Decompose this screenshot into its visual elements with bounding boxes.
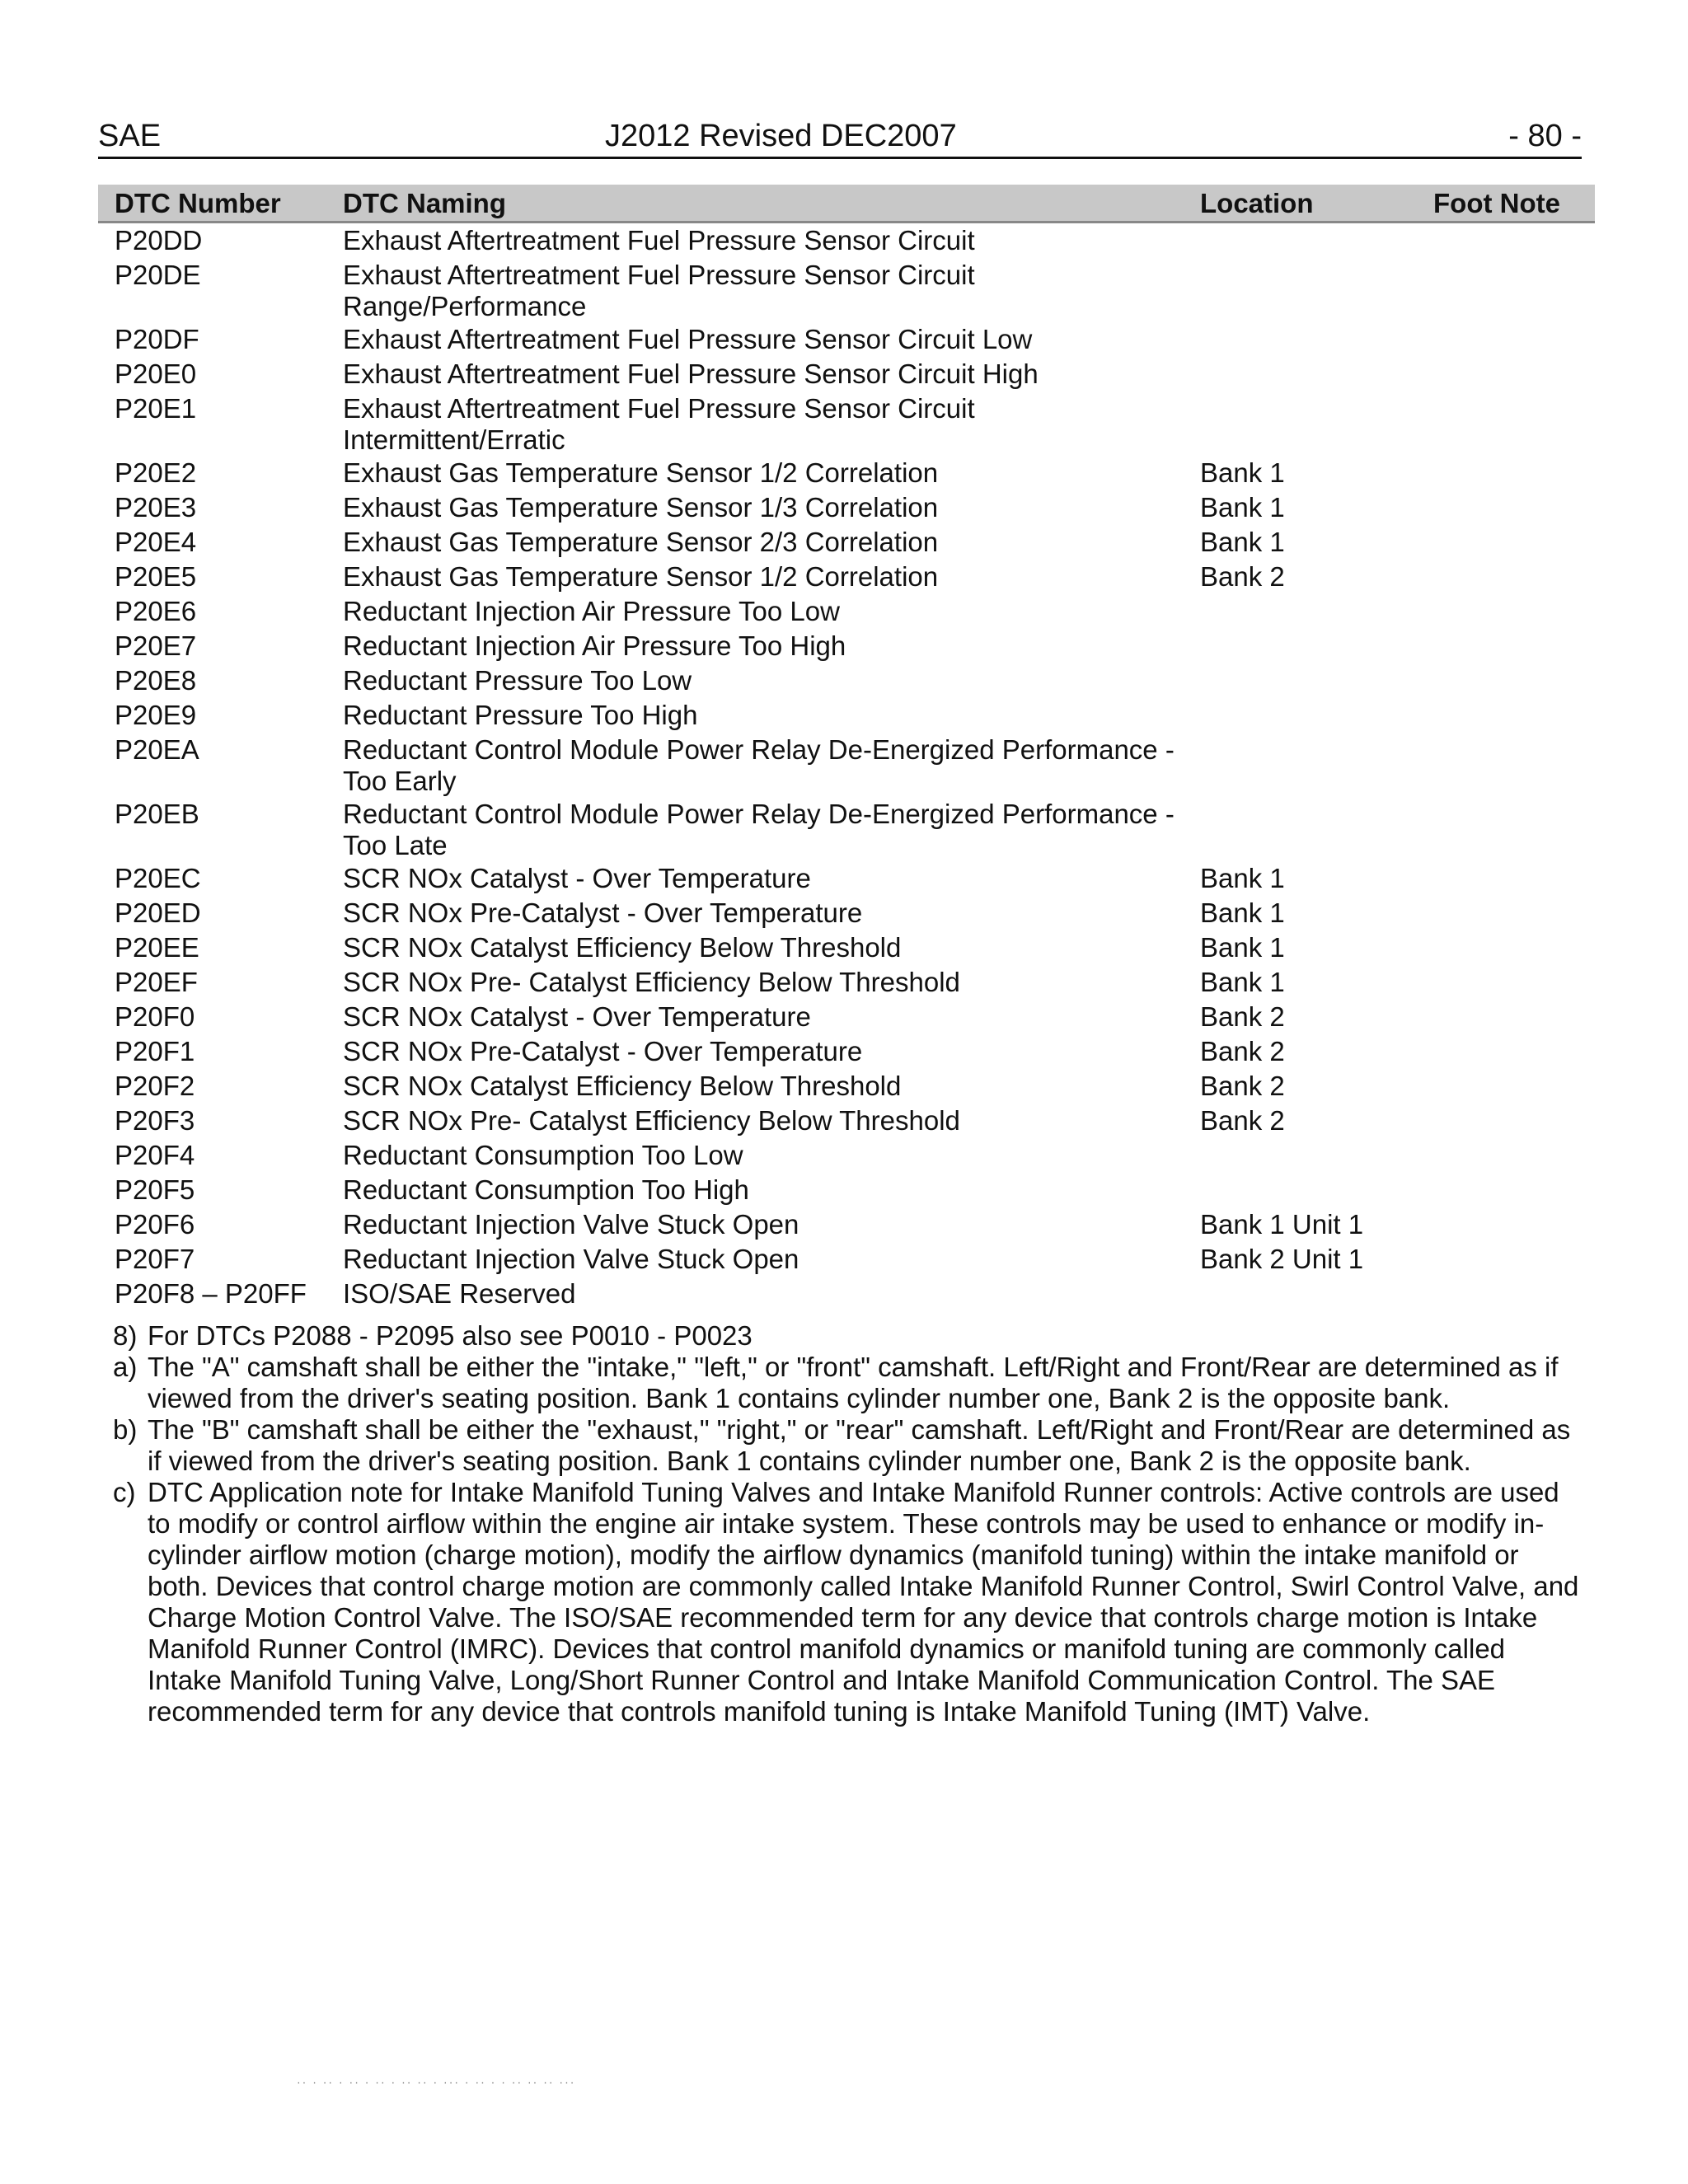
dtc-naming-cell: Reductant Injection Air Pressure Too High [343,630,846,661]
dtc-naming-cell: Exhaust Aftertreatment Fuel Pressure Sensor Circuit High [343,359,1039,389]
dtc-naming-cell: Reductant Consumption Too High [343,1174,749,1205]
column-header-dtc-naming: DTC Naming [343,188,506,218]
location-cell: Bank 2 Unit 1 [1200,1244,1364,1274]
location-cell: Bank 2 [1200,1105,1285,1136]
dtc-number-cell: P20E0 [115,359,197,389]
dtc-naming-cell: SCR NOx Pre- Catalyst Efficiency Below Threshold [343,1105,960,1136]
footnote [98,1352,1582,1414]
footnote-marker: b) [113,1414,138,1445]
column-header-location: Location [1200,188,1314,218]
dtc-naming-cell: Reductant Pressure Too Low [343,665,692,696]
location-cell: Bank 1 [1200,898,1285,928]
dtc-naming-cell: Reductant Injection Valve Stuck Open [343,1209,799,1240]
column-header-dtc-number: DTC Number [115,188,281,218]
table-row [98,223,1595,258]
dtc-naming-cell: Exhaust Aftertreatment Fuel Pressure Sensor Circuit [343,225,975,255]
dtc-number-cell: P20E3 [115,492,197,523]
table-row [98,733,1595,797]
dtc-number-cell: P20F2 [115,1071,195,1101]
table-body [98,223,1595,1311]
column-header-foot-note: Foot Note [1433,188,1560,218]
dtc-number-cell: P20EC [115,863,201,893]
table-row [98,322,1595,357]
footnote-text: The "A" camshaft shall be either the "intake," "left," or "front" camshaft. Left/Right and Front/Rear are determined as if viewed from the driver's seating position. Bank 1 contains cylinder number one, Bank 2 is the opposite bank. [148,1352,1559,1413]
dtc-naming-cell: Reductant Injection Valve Stuck Open [343,1244,799,1274]
header-org: SAE [98,119,162,153]
table-row [98,1173,1595,1207]
dtc-naming-cell: Exhaust Aftertreatment Fuel Pressure Sensor Circuit Range/Performance [343,260,975,321]
table-row [98,1000,1595,1034]
dtc-number-cell: P20E5 [115,561,197,592]
dtc-naming-cell: Exhaust Aftertreatment Fuel Pressure Sensor Circuit Low [343,324,1033,354]
table-row [98,357,1595,391]
dtc-number-cell: P20EF [115,967,198,997]
footnotes [98,1320,1582,1727]
location-cell: Bank 2 [1200,561,1285,592]
location-cell: Bank 1 [1200,967,1285,997]
table-header [98,185,1595,223]
dtc-naming-cell: SCR NOx Pre-Catalyst - Over Temperature [343,898,863,928]
dtc-naming-cell: Reductant Pressure Too High [343,700,698,730]
dtc-number-cell: P20DE [115,260,201,290]
scan-artifact: ·· · ·· · ·· · ·· · ·· ·· · ··· · ·· · · ·· ·· ·· ··· [297,2075,576,2088]
dtc-number-cell: P20F0 [115,1001,195,1032]
dtc-number-cell: P20F3 [115,1105,195,1136]
dtc-naming-cell: Exhaust Gas Temperature Sensor 1/2 Correlation [343,457,939,488]
location-cell: Bank 1 [1200,527,1285,557]
table-row [98,456,1595,490]
table-row [98,663,1595,698]
location-cell: Bank 1 [1200,492,1285,523]
table-row [98,1104,1595,1138]
page-header [98,115,1582,159]
header-page-number: - 80 - [1508,119,1582,153]
dtc-number-cell: P20EE [115,932,199,963]
header-document-id: J2012 Revised DEC2007 [605,119,957,153]
dtc-number-cell: P20DD [115,225,203,255]
footnote [98,1320,1582,1352]
dtc-naming-cell: SCR NOx Pre- Catalyst Efficiency Below Threshold [343,967,960,997]
dtc-naming-cell: Exhaust Aftertreatment Fuel Pressure Sensor Circuit Intermittent/Erratic [343,393,975,455]
table-row [98,930,1595,965]
location-cell: Bank 2 [1200,1036,1285,1066]
dtc-naming-cell: Reductant Control Module Power Relay De-Energized Performance - Too Early [343,734,1175,796]
table-row [98,525,1595,560]
footnote-marker: a) [113,1352,138,1382]
location-cell: Bank 1 [1200,932,1285,963]
dtc-naming-cell: SCR NOx Catalyst Efficiency Below Threshold [343,1071,902,1101]
dtc-number-cell: P20EA [115,734,199,765]
table-row [98,258,1595,322]
dtc-naming-cell: SCR NOx Catalyst - Over Temperature [343,1001,811,1032]
dtc-number-cell: P20E1 [115,393,197,424]
dtc-number-cell: P20ED [115,898,201,928]
footnote [98,1414,1582,1477]
dtc-naming-cell: SCR NOx Catalyst - Over Temperature [343,863,811,893]
table-row [98,797,1595,861]
dtc-number-cell: P20E6 [115,596,197,626]
location-cell: Bank 1 [1200,457,1285,488]
dtc-number-cell: P20E9 [115,700,197,730]
dtc-naming-cell: Reductant Injection Air Pressure Too Low [343,596,840,626]
location-cell: Bank 2 [1200,1001,1285,1032]
table-row [98,391,1595,456]
dtc-naming-cell: Exhaust Gas Temperature Sensor 1/3 Correlation [343,492,939,523]
table-row [98,1034,1595,1069]
dtc-number-cell: P20F1 [115,1036,195,1066]
location-cell: Bank 1 Unit 1 [1200,1209,1364,1240]
footnote [98,1477,1582,1727]
table-row [98,698,1595,733]
table-row [98,594,1595,629]
table-row [98,1069,1595,1104]
dtc-number-cell: P20E7 [115,630,197,661]
dtc-naming-cell: Reductant Consumption Too Low [343,1140,743,1170]
location-cell: Bank 2 [1200,1071,1285,1101]
table-row [98,490,1595,525]
dtc-table [98,185,1595,1311]
dtc-naming-cell: Exhaust Gas Temperature Sensor 2/3 Correlation [343,527,939,557]
table-row [98,1277,1595,1311]
table-row [98,560,1595,594]
dtc-number-cell: P20F4 [115,1140,195,1170]
footnote-marker: 8) [113,1320,138,1351]
dtc-number-cell: P20E2 [115,457,197,488]
footnote-text: DTC Application note for Intake Manifold Tuning Valves and Intake Manifold Runner controls: Active controls are used to modify or control airflow within the engine air intake system. These controls may be used to enhance or modify in-cylinder airflow motion (charge motion), modify the airflow dynamics (manifold tuning) within the intake manifold or both. Devices that control charge motion are commonly called Intake Manifold Runner Control, Swirl Control Valve, and Charge Motion Control Valve. The ISO/SAE recommended term for any device that controls charge motion is Intake Manifold Runner Control (IMRC). Devices that control manifold dynamics or manifold tuning are commonly called Intake Manifold Tuning Valve, Long/Short Runner Control and Intake Manifold Communication Control. The SAE recommended term for any device that controls manifold tuning is Intake Manifold Tuning (IMT) Valve. [148,1477,1579,1727]
dtc-naming-cell: Reductant Control Module Power Relay De-Energized Performance - Too Late [343,799,1175,860]
table-row [98,1242,1595,1277]
footnote-text: The "B" camshaft shall be either the "exhaust," "right," or "rear" camshaft. Left/Right and Front/Rear are determined as if viewed from the driver's seating position. Bank 1 contains cylinder number one, Bank 2 is the opposite bank. [148,1414,1571,1476]
dtc-naming-cell: Exhaust Gas Temperature Sensor 1/2 Correlation [343,561,939,592]
dtc-naming-cell: ISO/SAE Reserved [343,1278,576,1309]
dtc-naming-cell: SCR NOx Catalyst Efficiency Below Threshold [343,932,902,963]
dtc-number-cell: P20F7 [115,1244,195,1274]
table-row [98,1207,1595,1242]
dtc-number-cell: P20F5 [115,1174,195,1205]
dtc-number-cell: P20E8 [115,665,197,696]
table-row [98,861,1595,896]
footnote-text: For DTCs P2088 - P2095 also see P0010 - P0023 [148,1320,753,1351]
dtc-number-cell: P20F8 – P20FF [115,1278,307,1309]
location-cell: Bank 1 [1200,863,1285,893]
footnote-marker: c) [113,1477,136,1507]
table-row [98,629,1595,663]
dtc-number-cell: P20E4 [115,527,197,557]
table-row [98,1138,1595,1173]
table-row [98,965,1595,1000]
table-row [98,896,1595,930]
dtc-number-cell: P20EB [115,799,199,829]
dtc-number-cell: P20F6 [115,1209,195,1240]
dtc-number-cell: P20DF [115,324,199,354]
dtc-naming-cell: SCR NOx Pre-Catalyst - Over Temperature [343,1036,863,1066]
